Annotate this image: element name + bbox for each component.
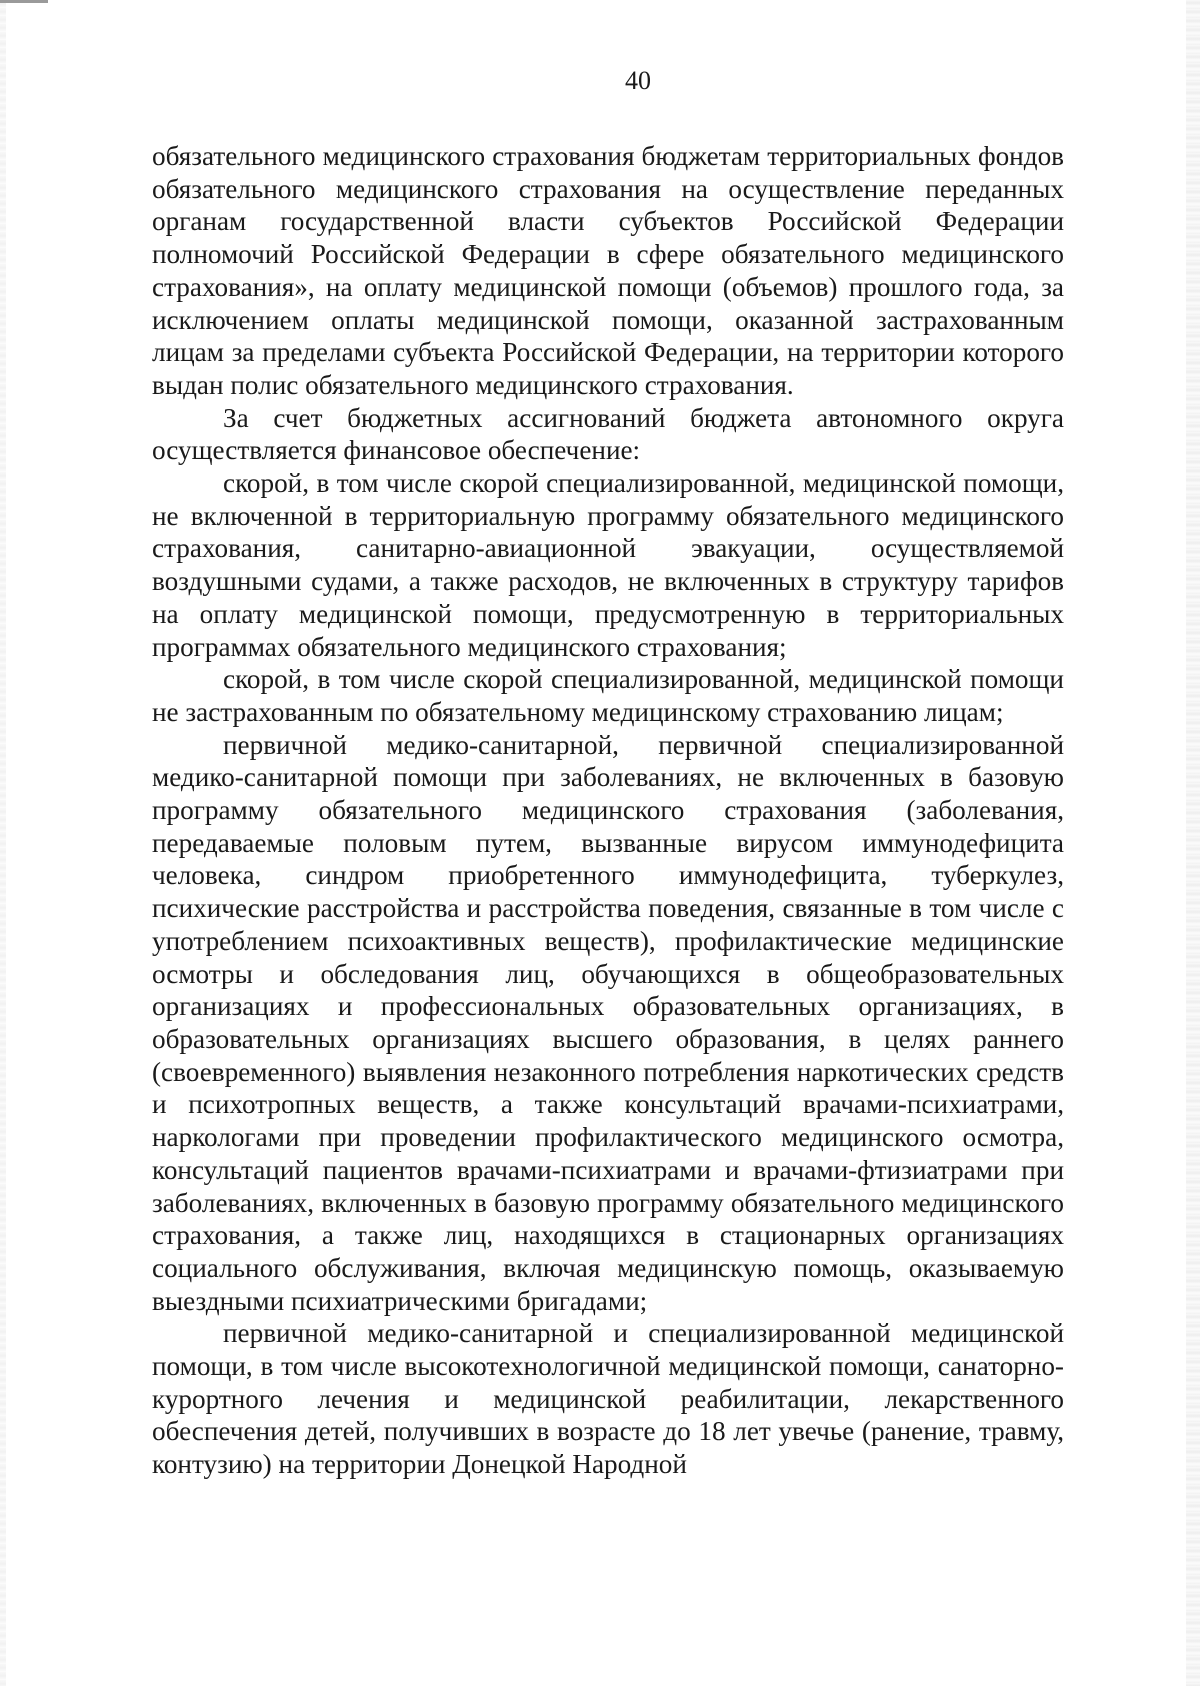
paragraph-emergency-care: скорой, в том числе скорой специализированной, медицинской помощи, не включенной в территориальную программу обязательного медицинского страхования, санитарно-авиационной эвакуации, осуществляемой воздушными судами, а также расходов, не включенных в структуру тарифов на оплату медицинской помощи, предусмотренную в территориальных программах обязательного медицинского страхования; bbox=[152, 468, 1064, 662]
paragraph-continuation: обязательного медицинского страхования бюджетам территориальных фондов обязательного медицинского страхования на осуществление переданных органам государственной власти субъектов Российской Федерации полномочий Российской Федерации в сфере обязательного медицинского страхования», на оплату медицинской помощи (объемов) прошлого года, за исключением оплаты медицинской помощи, оказанной застрахованным лицам за пределами субъекта Российской Федерации, на территории которого выдан полис обязательного медицинского страхования. bbox=[152, 141, 1064, 400]
scan-left-edge bbox=[0, 0, 6, 1686]
scan-corner-mark bbox=[0, 0, 48, 3]
page-number: 40 bbox=[625, 66, 651, 95]
scan-right-edge bbox=[1186, 0, 1200, 1686]
paragraph-funding-intro: За счет бюджетных ассигнований бюджета автономного округа осуществляется финансовое обеспечение: bbox=[152, 402, 1064, 466]
paragraph-specialized-care: первичной медико-санитарной и специализированной медицинской помощи, в том числе высокотехнологичной медицинской помощи, санаторно-курортного лечения и медицинской реабилитации, лекарственного обеспечения детей, получивших в возрасте до 18 лет увечье (ранение, травму, контузию) на территории Донецкой Народной bbox=[152, 1318, 1064, 1480]
paragraph-emergency-uninsured: скорой, в том числе скорой специализированной, медицинской помощи не застрахованным по обязательному медицинскому страхованию лицам; bbox=[152, 664, 1064, 727]
document-body bbox=[152, 140, 1064, 1481]
paragraph-primary-care: первичной медико-санитарной, первичной специализированной медико-санитарной помощи при заболеваниях, не включенных в базовую программу обязательного медицинского страхования (заболевания, передаваемые половым путем, вызванные вирусом иммунодефицита человека, синдром приобретенного иммунодефицита, туберкулез, психические расстройства и расстройства поведения, связанные в том числе с употреблением психоактивных веществ), профилактические медицинские осмотры и обследования лиц, обучающихся в общеобразовательных организациях и профессиональных образовательных организациях, в образовательных организациях высшего образования, в целях раннего (своевременного) выявления незаконного потребления наркотических средств и психотропных веществ, а также консультаций врачами-психиатрами, наркологами при проведении профилактического медицинского осмотра, консультаций пациентов врачами-психиатрами и врачами-фтизиатрами при заболеваниях, включенных в базовую программу обязательного медицинского страхования, а также лиц, находящихся в стационарных организациях социального обслуживания, включая медицинскую помощь, оказываемую выездными психиатрическими бригадами; bbox=[152, 729, 1064, 1316]
